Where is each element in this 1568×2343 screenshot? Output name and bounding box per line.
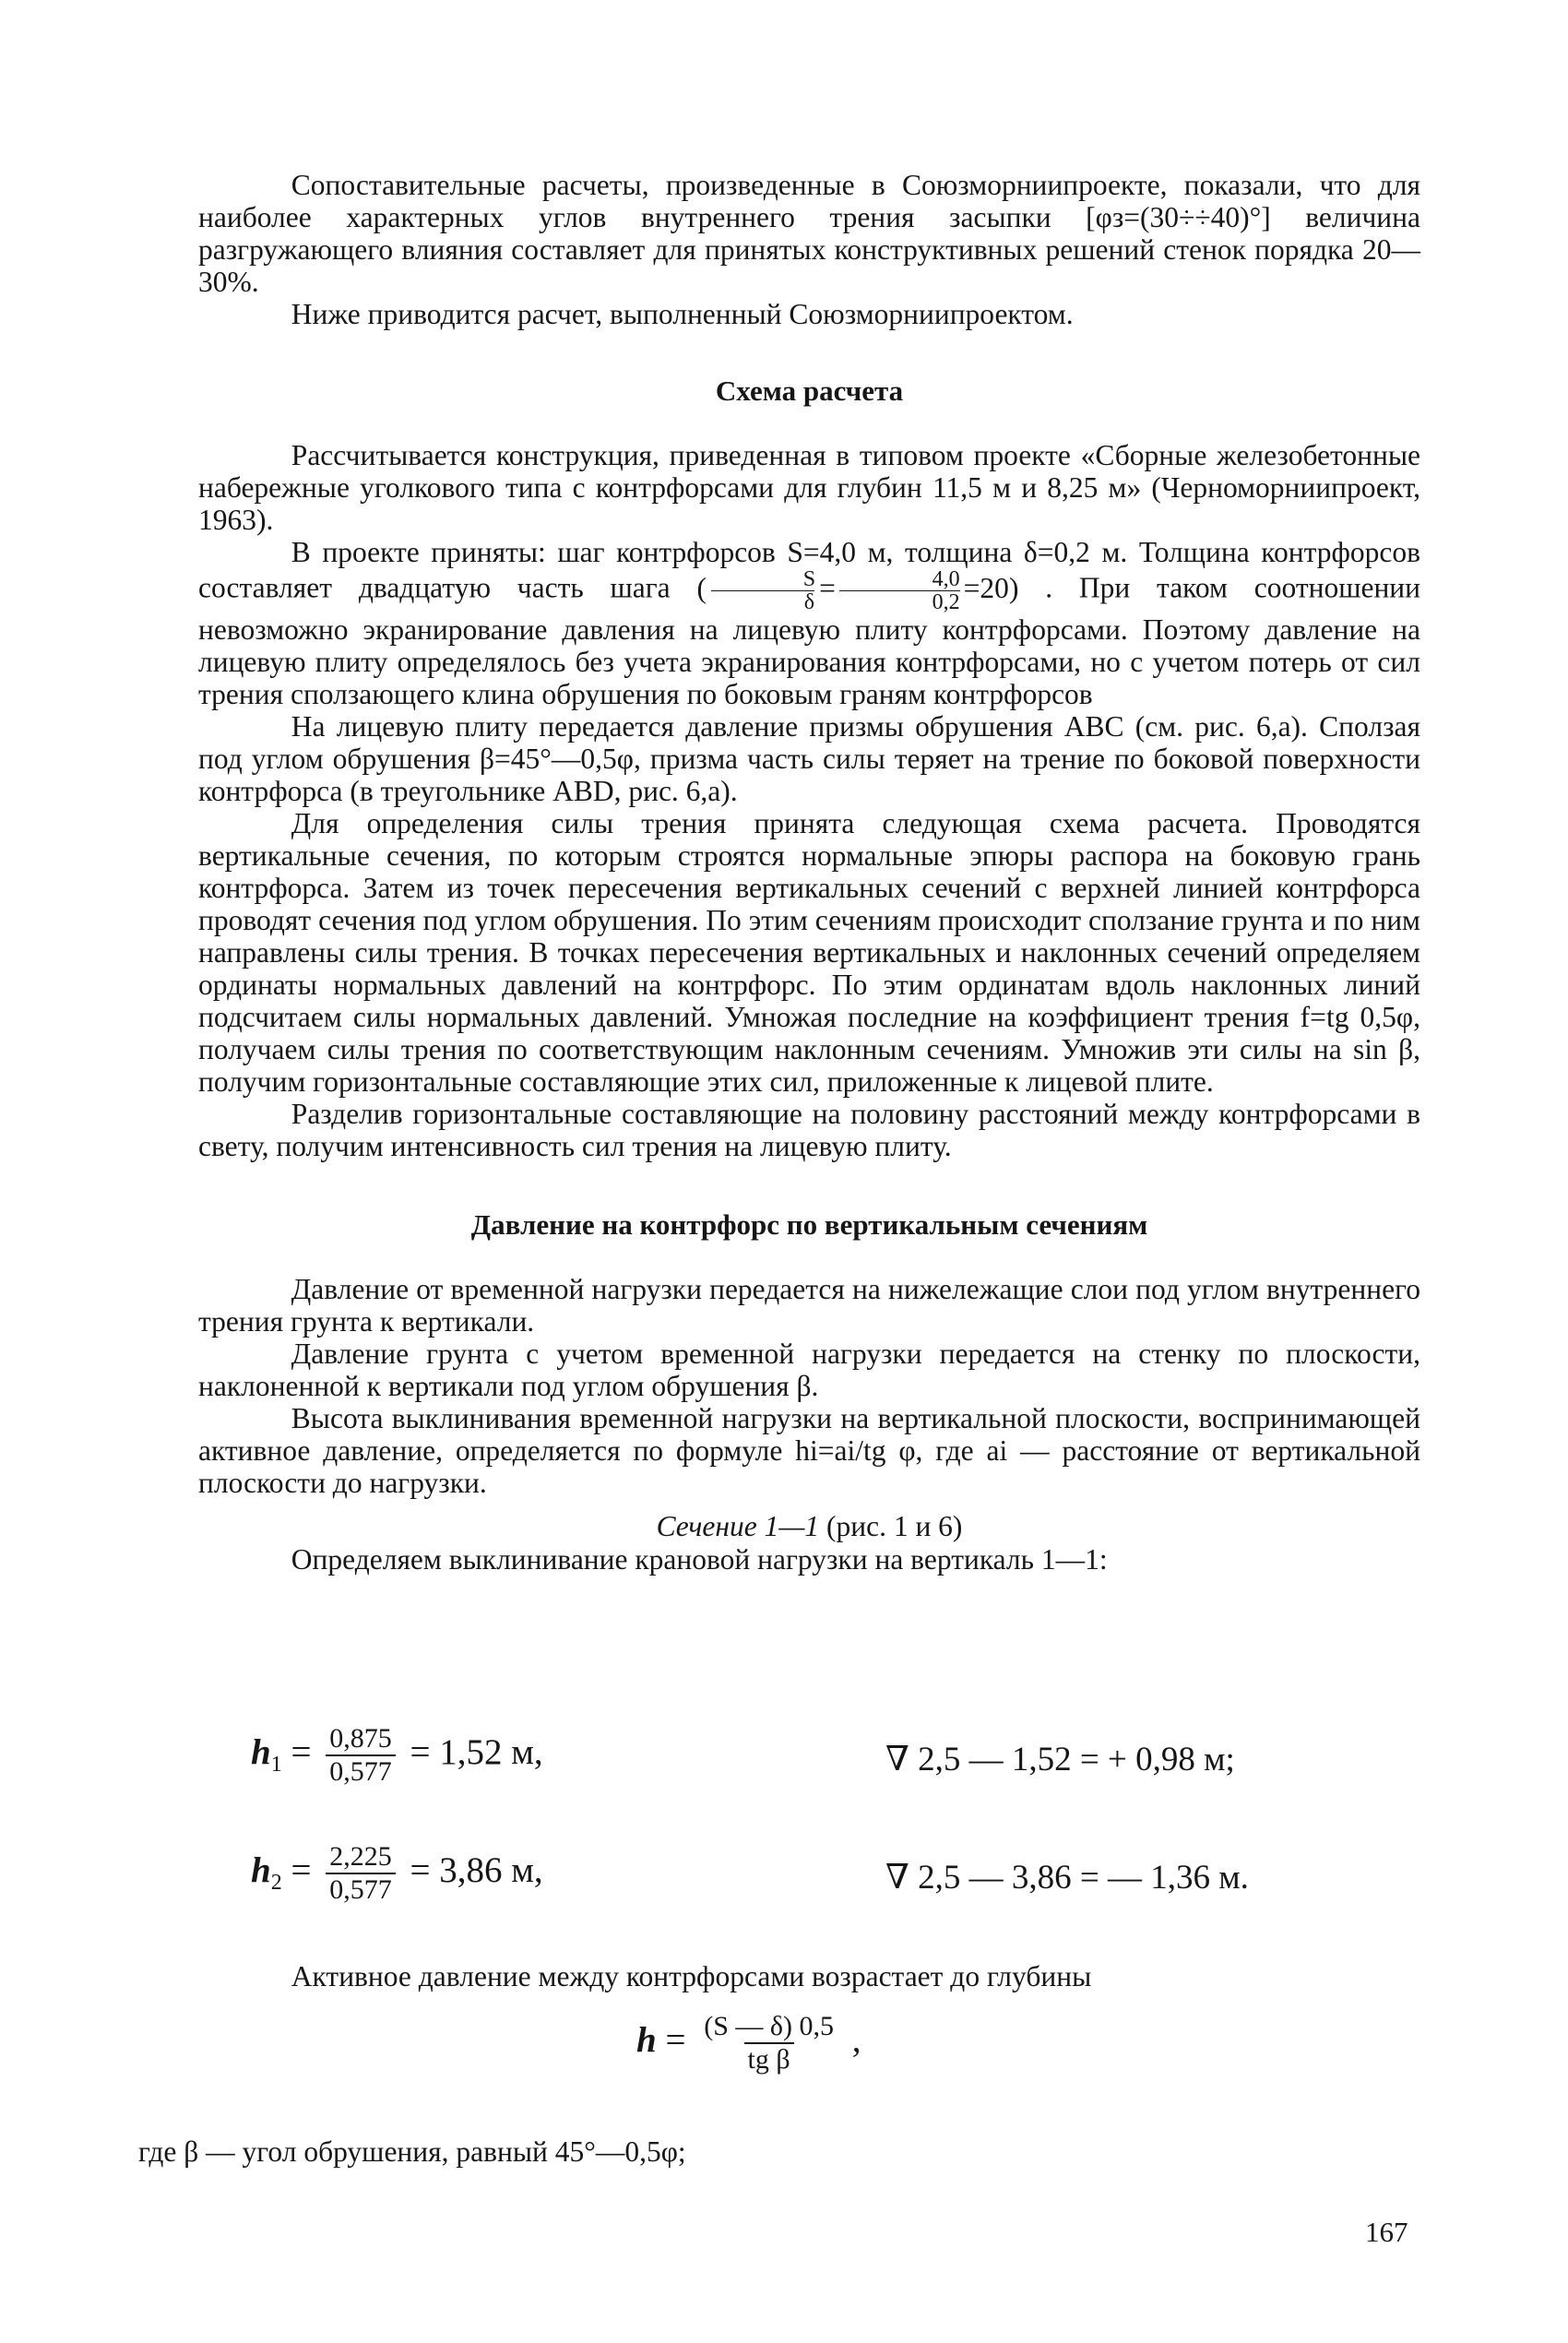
formula-h-depth: h = $\frac{(S — \delta) 0,5}{\text{tg β}}$ , [636, 2011, 861, 2075]
page-number: 167 [1365, 2216, 1408, 2248]
paragraph: На лицевую плиту передается давление призмы обрушения ABC (см. рис. 6,а). Сползая под углом обрушения β=45°—0,5φ, призма часть силы теряет на трение по боковой поверхности контрфорса (в треугольнике ABD, рис. 6,а). [198, 710, 1420, 807]
formula-h2: $h_2$ = $\frac{2,225}{0,577}$ = 3,86 м, [251, 1841, 543, 1905]
formula-level-2: ∇ 2,5 — 3,86 = — 1,36 м. [885, 1859, 1249, 1897]
ratio-formula: ( $\frac{S}{\delta}$ = $\frac{4,0}{0,2}$ =20) [696, 567, 1046, 614]
paragraph: Разделив горизонтальные составляющие на половину расстояний между контрфорсами в свету, получим интенсивность сил трения на лицевую плиту. [198, 1098, 1420, 1162]
formula-level-1: ∇ 2,5 — 1,52 = + 0,98 м; [885, 1741, 1235, 1778]
paragraph: Сопоставительные расчеты, произведенные в Союзморниипроекте, показали, что для наиболее характерных углов внутреннего трения засыпки [φз=(30÷÷40)°] величина разгружающего влияния составляет для принятых конструктивных решений стенок порядка 20—30%. [198, 169, 1420, 298]
paragraph: Определяем выклинивание крановой нагрузки на вертикаль 1—1: [291, 1543, 1108, 1576]
paragraph: Активное давление между контрфорсами возрастает до глубины [291, 1960, 1092, 1992]
paragraph: В проекте приняты: шаг контрфорсов S=4,0 м, толщина δ=0,2 м. Толщина контрфорсов составляет двадцатую часть шага ( $\frac{S}{\delta}$ = $\frac{4,0}{0,2}$ =20) . При таком соотношении невозможно экранирование давления на лицевую плиту контрфорсами. Поэтому давление на лицевую плиту определялось без учета экранирования контрфорсами, но с учетом потерь от сил трения сползающего клина обрушения по боковым граням контрфорсов [198, 536, 1421, 710]
paragraph: Высота выклинивания временной нагрузки на вертикальной плоскости, воспринимающей активное давление, определяется по формуле hi=ai/tg φ, где ai — расстояние от вертикальной плоскости до нагрузки. [198, 1402, 1420, 1499]
formula-h1: $h_1$ = $\frac{0,875}{0,577}$ = 1,52 м, [251, 1723, 543, 1787]
section-subheading: Сечение 1—1 (рис. 1 и 6) [656, 1510, 963, 1542]
section-heading: Давление на контрфорс по вертикальным сечениям [470, 1208, 1148, 1241]
paragraph: Ниже приводится расчет, выполненный Союзморниипроектом. [291, 298, 1074, 330]
paragraph: Рассчитывается конструкция, приведенная в типовом проекте «Сборные железобетонные набережные уголкового типа с контрфорсами для глубин 11,5 м и 8,25 м» (Черноморниипроект, 1963). [198, 439, 1420, 536]
text-column [198, 169, 1420, 1576]
paragraph: Давление от временной нагрузки передается на нижележащие слои под углом внутреннего трения грунта к вертикали. [198, 1273, 1420, 1338]
paragraph: где β — угол обрушения, равный 45°—0,5φ; [138, 2135, 686, 2168]
paragraph: Давление грунта с учетом временной нагрузки передается на стенку по плоскости, наклоненной к вертикали под углом обрушения β. [198, 1338, 1420, 1402]
paragraph: Для определения силы трения принята следующая схема расчета. Проводятся вертикальные сечения, по которым строятся нормальные эпюры распора на боковую грань контрфорса. Затем из точек пересечения вертикальных сечений с верхней линией контрфорса проводят сечения под углом обрушения. По этим сечениям происходит сползание грунта и по ним направлены силы трения. В точках пересечения вертикальных и наклонных сечений определяем ординаты нормальных давлений на контрфорс. По этим ординатам вдоль наклонных линий подсчитаем силы нормальных давлений. Умножая последние на коэффициент трения f=tg 0,5φ, получаем силы трения по соответствующим наклонным сечениям. Умножив эти силы на sin β, получим горизонтальные составляющие этих сил, приложенные к лицевой плите. [198, 807, 1420, 1098]
section-heading: Схема расчета [715, 375, 904, 407]
